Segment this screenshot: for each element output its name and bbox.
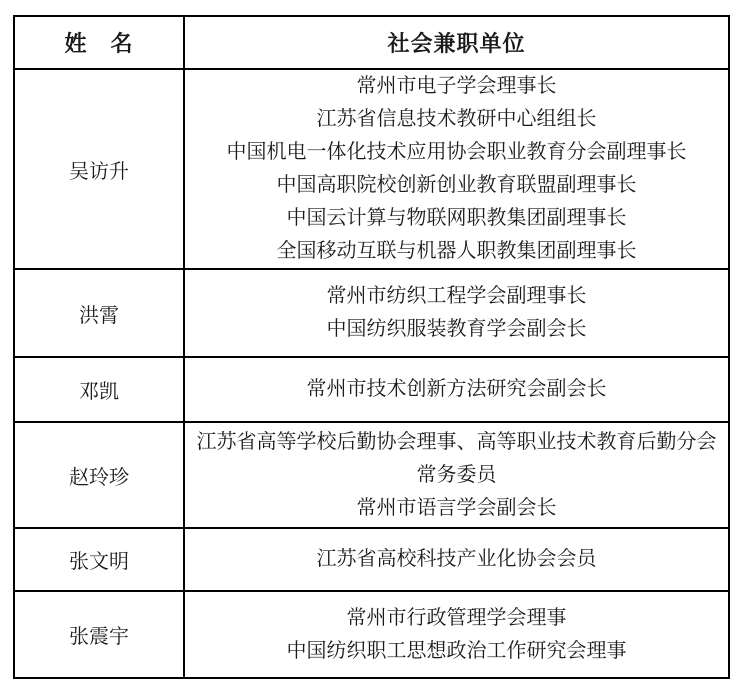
table-row	[14, 422, 729, 528]
positions-cell	[184, 591, 729, 678]
name-cell: 吴访升	[14, 69, 184, 269]
position-line: 常州市技术创新方法研究会副会长	[306, 378, 607, 400]
name-cell: 洪霄	[14, 269, 184, 357]
position-line: 常务委员	[416, 463, 497, 486]
header-org: 社会兼职单位	[184, 16, 729, 69]
position-line: 中国高职院校创新创业教育联盟副理事长	[276, 174, 637, 196]
positions-cell	[184, 357, 729, 422]
position-line: 中国云计算与物联网职教集团副理事长	[286, 207, 627, 229]
table-body	[14, 69, 729, 678]
table-row	[14, 528, 729, 591]
positions-cell	[184, 422, 729, 528]
name-cell: 赵玲珍	[14, 422, 184, 528]
position-line: 江苏省高等学校后勤协会理事、高等职业技术教育后勤分会	[196, 430, 717, 453]
position-line: 江苏省高校科技产业化协会会员	[316, 548, 597, 570]
position-line: 常州市语言学会副会长	[356, 496, 557, 519]
name-cell: 张震宇	[14, 591, 184, 678]
positions-cell	[184, 528, 729, 591]
name-cell: 邓凯	[14, 357, 184, 422]
position-line: 常州市电子学会理事长	[356, 75, 557, 97]
social-positions-table	[13, 15, 730, 679]
position-line: 江苏省信息技术教研中心组组长	[316, 108, 597, 130]
position-line: 中国纺织服装教育学会副会长	[326, 318, 587, 340]
position-line: 中国机电一体化技术应用协会职业教育分会副理事长	[226, 141, 687, 163]
table-row	[14, 357, 729, 422]
positions-cell	[184, 69, 729, 269]
position-line: 全国移动互联与机器人职教集团副理事长	[276, 240, 637, 262]
header-name: 姓 名	[14, 16, 184, 69]
name-cell: 张文明	[14, 528, 184, 591]
position-line: 常州市纺织工程学会副理事长	[326, 285, 587, 307]
position-line: 常州市行政管理学会理事	[346, 606, 567, 629]
header-row	[14, 16, 729, 69]
table-row	[14, 69, 729, 269]
table-row	[14, 591, 729, 678]
table-header	[14, 16, 729, 69]
position-line: 中国纺织职工思想政治工作研究会理事	[286, 639, 627, 662]
positions-cell	[184, 269, 729, 357]
table-row	[14, 269, 729, 357]
